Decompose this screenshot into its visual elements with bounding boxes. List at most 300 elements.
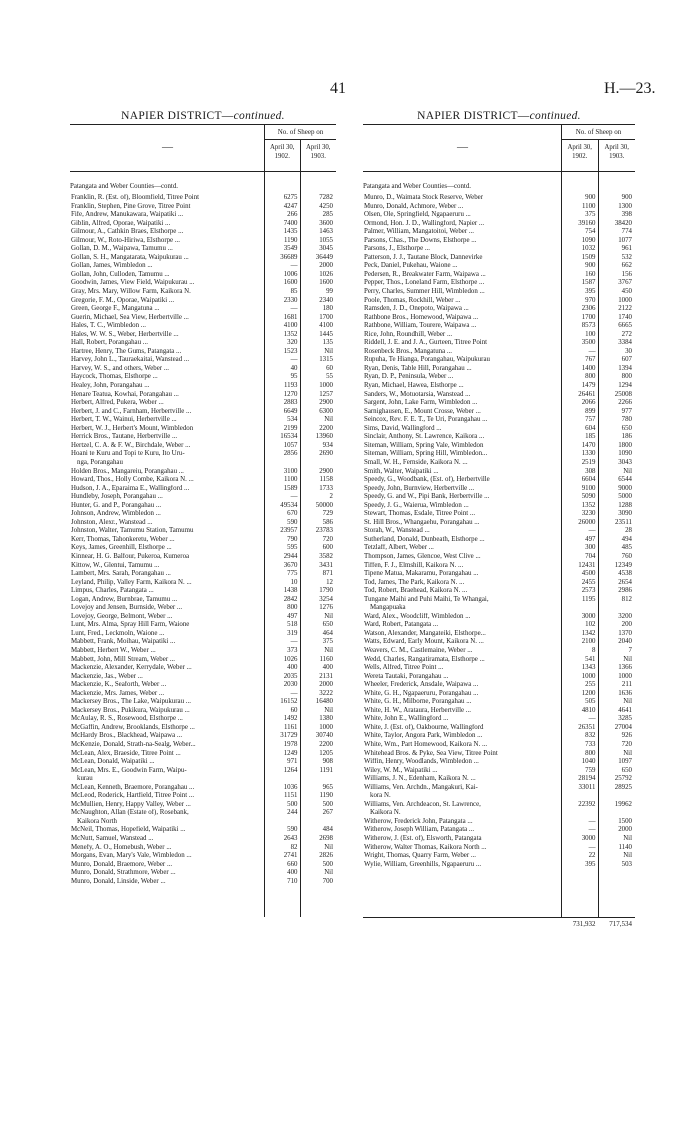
- table-row: [70, 613, 336, 622]
- sheep-count-header: No. of Sheep on: [265, 125, 336, 140]
- table-row: [363, 348, 635, 357]
- table-row: [70, 844, 336, 853]
- sheep-1902: 1006: [283, 270, 298, 278]
- table-row: [363, 536, 635, 545]
- table-row: [363, 553, 635, 562]
- sheep-1902: 3100: [283, 467, 298, 475]
- sheep-1902: 23957: [280, 527, 298, 535]
- table-row: [70, 587, 336, 596]
- table-row: [363, 339, 635, 348]
- sheep-1903: 1445: [319, 330, 333, 338]
- sheep-1902: 8573: [581, 322, 596, 330]
- owner-name: Sims, David, Wallingford ...: [364, 424, 442, 432]
- owner-name: Gollan, John, Culloden, Tamumu ...: [71, 270, 170, 278]
- sheep-1902: 800: [287, 604, 298, 612]
- sheep-1903: 650: [621, 766, 632, 774]
- sheep-1903: 650: [322, 621, 333, 629]
- owner-name: McNeil, Thomas, Hopefield, Waipatiki ...: [71, 826, 186, 834]
- sheep-1902: 2944: [283, 552, 298, 560]
- table-row: [70, 288, 336, 297]
- table-row: [363, 408, 635, 417]
- table-row: [363, 220, 635, 229]
- sheep-1903: 375: [322, 638, 333, 646]
- sheep-1903: 6665: [618, 322, 632, 330]
- table-row: [70, 245, 336, 254]
- owner-name: Olsen, Ole, Springfield, Ngapaeruru ...: [364, 211, 471, 219]
- sheep-1903: [301, 775, 337, 784]
- owner-name: Morgans, Evan, Mary's Vale, Wimbledon ...: [71, 852, 192, 860]
- sheep-1903: Nil: [324, 646, 333, 654]
- sheep-1902: 3670: [283, 561, 298, 569]
- owner-name: McLean, Donald, Waipatiki ...: [71, 758, 155, 766]
- owner-name: Ward, Alex., Woodcliff, Wimbledon ...: [364, 612, 471, 620]
- sheep-1903: 774: [621, 228, 632, 236]
- owner-name: Mackenzie, K., Seaforth, Weber ...: [71, 681, 167, 689]
- sheep-1903: 926: [621, 732, 632, 740]
- table-body: [363, 172, 635, 917]
- owner-name: Goodwin, James, View Field, Waipukurau ...: [71, 279, 195, 287]
- table-row: [70, 690, 336, 699]
- sheep-1903: 908: [322, 758, 333, 766]
- sheep-1903: 13960: [315, 433, 333, 441]
- table-row: [363, 784, 635, 793]
- owner-name: Pedersen, R., Breakwater Farm, Waipawa ...: [364, 270, 486, 278]
- owner-name: Sanders, W., Motuotarsia, Wanstead ...: [364, 390, 471, 398]
- owner-name: McNaughton, Allan (Estate of), Rosebank,: [71, 809, 189, 817]
- owner-name: Healey, John, Porangahau ...: [71, 382, 150, 390]
- owner-name: Siteman, William, Spring Hill, Wimbledon...: [364, 450, 488, 458]
- sheep-1903: [599, 792, 636, 801]
- sheep-1903: 3582: [319, 552, 333, 560]
- table-row: [70, 681, 336, 690]
- sheep-1903: 2698: [319, 835, 333, 843]
- owner-name: Speedy, J. G., Waierua, Wimbledon ...: [364, 501, 469, 509]
- table-row: [70, 254, 336, 263]
- sheep-1902: [265, 818, 301, 827]
- owner-name: Sinclair, Anthony, St. Lawrence, Kaikora ...: [364, 433, 485, 441]
- sheep-1902: 1151: [283, 792, 298, 800]
- owner-name: Mackenzie, Jas., Weber ...: [71, 672, 143, 680]
- table-row: [363, 647, 635, 656]
- owner-name: Palmer, William, Mangatoitoi, Weber ...: [364, 228, 475, 236]
- table-row: [363, 741, 635, 750]
- sheep-1903: 1700: [319, 313, 333, 321]
- table-row: [363, 485, 635, 494]
- sheep-1903: 700: [322, 877, 333, 885]
- sheep-1902: 1330: [581, 450, 596, 458]
- table-row: [70, 562, 336, 571]
- table-row: [70, 750, 336, 759]
- table-row: [363, 775, 635, 784]
- sheep-1903: 1055: [319, 236, 333, 244]
- owner-name: Tetzlaff, Albert, Weber ...: [364, 544, 434, 552]
- sheep-1903: 1026: [319, 270, 333, 278]
- sheep-1902: 2066: [581, 399, 596, 407]
- owner-name: Henare Teatua, Kowhai, Porangahau ...: [71, 390, 179, 398]
- owner-list: [70, 194, 336, 886]
- sheep-1903: 1000: [618, 296, 632, 304]
- table-row: [70, 262, 336, 271]
- owner-name: Herbert, Alfred, Pukera, Weber ...: [71, 399, 164, 407]
- owner-name: Parsons, J., Elsthorpe ...: [364, 245, 431, 253]
- sheep-1902: 590: [287, 518, 298, 526]
- owner-name: kurau: [77, 775, 93, 783]
- section-heading: Patangata and Weber Counties—contd.: [70, 183, 179, 190]
- sheep-1903: 977: [621, 407, 632, 415]
- table-row: [363, 544, 635, 553]
- sheep-1903: 1300: [618, 202, 632, 210]
- sheep-1902: 1587: [581, 279, 596, 287]
- table-row: [363, 527, 635, 536]
- sheep-1902: 832: [585, 732, 596, 740]
- table-row: [363, 356, 635, 365]
- table-row: [70, 271, 336, 280]
- owner-name: Tungane Maihi and Puhi Maihi, Te Whangai,: [364, 595, 489, 603]
- table-row: [70, 416, 336, 425]
- owner-name: Holden Bros., Mangareiu, Porangahau ...: [71, 467, 184, 475]
- table-row: [363, 228, 635, 237]
- sheep-1902: 757: [585, 416, 596, 424]
- owner-name: Menefy, A. O., Homebush, Weber ...: [71, 843, 172, 851]
- table-row: [70, 826, 336, 835]
- sheep-1902: 900: [585, 262, 596, 270]
- owner-name: Poole, Thomas, Rockhill, Weber ...: [364, 296, 461, 304]
- sheep-1903: 9000: [618, 484, 632, 492]
- sheep-1903: 272: [621, 330, 632, 338]
- table-row: [70, 211, 336, 220]
- sheep-1902: 704: [585, 552, 596, 560]
- sheep-1903: 1370: [618, 629, 632, 637]
- table-row: [363, 715, 635, 724]
- table-row: [363, 502, 635, 511]
- table-row: [363, 826, 635, 835]
- table-row: [363, 399, 635, 408]
- table-row: [363, 425, 635, 434]
- owner-name: Johnston, Alexr., Wanstead ...: [71, 518, 153, 526]
- year-1902-header: April 30, 1902.: [562, 140, 599, 171]
- table-row: [363, 664, 635, 673]
- sheep-1903: 2900: [319, 467, 333, 475]
- sheep-1903: 135: [322, 339, 333, 347]
- sheep-1903: 450: [621, 288, 632, 296]
- sheep-1902: —: [588, 817, 596, 825]
- sheep-1902: —: [588, 527, 596, 535]
- sheep-1903: 156: [621, 270, 632, 278]
- owner-name: McKenzie, Donald, Strath-na-Sealg, Weber...: [71, 741, 196, 748]
- owner-name: Logan, Andrew, Burnbrae, Tamumu ...: [71, 595, 178, 603]
- sheep-1902: 8: [592, 646, 596, 654]
- sheep-1902: —: [588, 843, 596, 851]
- table-row: [363, 194, 635, 203]
- table-row: [70, 510, 336, 519]
- table-header: [70, 124, 336, 172]
- sheep-1903: 600: [322, 544, 333, 552]
- sheep-1902: 497: [585, 535, 596, 543]
- table-row: [363, 331, 635, 340]
- sheep-1903: 3045: [319, 245, 333, 253]
- sheep-1903: 12: [326, 578, 333, 586]
- table-row: [363, 604, 635, 613]
- owner-name: Munro, Donald, Strathmore, Weber ...: [71, 869, 176, 877]
- sheep-1903: Nil: [623, 749, 632, 757]
- sheep-1902: 1270: [283, 390, 298, 398]
- sheep-1903: 1000: [319, 723, 333, 731]
- table-row: [363, 562, 635, 571]
- table-row: [363, 809, 635, 818]
- sheep-1903: 1276: [319, 604, 333, 612]
- sheep-1902: 2519: [581, 458, 596, 466]
- sheep-1902: 40: [290, 364, 298, 372]
- table-row: [363, 442, 635, 451]
- sheep-1902: 5090: [581, 493, 596, 501]
- sheep-1902: —: [588, 715, 596, 723]
- sheep-1902: 1342: [581, 629, 596, 637]
- owner-name: Guerin, Michael, Sea View, Herbertville ...: [71, 313, 189, 321]
- owner-name: McHardy Bros., Blackhead, Waipawa ...: [71, 732, 183, 740]
- sheep-1903: Nil: [324, 843, 333, 851]
- table-row: [70, 818, 336, 827]
- owner-name: Witherow, Frederick John, Patangata ...: [364, 817, 473, 825]
- owner-name: Gollan, D. M., Waipawa, Tamumu ...: [71, 245, 173, 253]
- sheep-1902: 22: [588, 852, 596, 860]
- sheep-1902: 160: [585, 270, 596, 278]
- table-row: [70, 493, 336, 502]
- sheep-1902: 754: [585, 228, 596, 236]
- sheep-1903: 720: [621, 741, 632, 748]
- sheep-1903: 503: [621, 860, 632, 868]
- sheep-1902: 1700: [581, 313, 596, 321]
- table-row: [70, 630, 336, 639]
- sheep-1903: 812: [621, 595, 632, 603]
- table-row: [70, 758, 336, 767]
- table-row: [363, 690, 635, 699]
- sheep-1902: 595: [287, 544, 298, 552]
- sheep-1902: —: [290, 493, 298, 501]
- sheep-1903: 464: [322, 629, 333, 637]
- sheep-1903: Nil: [623, 835, 632, 843]
- right-column: [363, 108, 635, 930]
- owner-name: Williams, J. N., Edenham, Kaikora N. ...: [364, 775, 476, 783]
- sheep-1903: 2: [329, 493, 333, 501]
- sheep-1902: 26461: [578, 390, 596, 398]
- owner-name: Sarnighausen, E., Mount Crosse, Weber ...: [364, 407, 481, 415]
- sheep-1902: 1435: [283, 228, 298, 236]
- sheep-1903: 662: [621, 262, 632, 270]
- sheep-1902: 375: [585, 211, 596, 219]
- owner-name: Franklin, Stephen, Pine Grove, Titree Point: [71, 202, 191, 210]
- table-row: [363, 732, 635, 741]
- sheep-1903: 50000: [315, 501, 333, 509]
- owner-name: Kittow, W., Glentui, Tamumu ...: [71, 561, 160, 569]
- sheep-1903: 494: [621, 535, 632, 543]
- sheep-1903: 2340: [319, 296, 333, 304]
- sheep-1903: 2690: [319, 450, 333, 458]
- sheep-1903: Nil: [623, 655, 632, 663]
- sheep-1902: —: [290, 262, 298, 270]
- table-row: [70, 570, 336, 579]
- sheep-1903: 398: [621, 211, 632, 219]
- owner-name: Hales, W. W. S., Weber, Herbertville ...: [71, 330, 179, 338]
- sheep-1903: 1000: [319, 382, 333, 390]
- sheep-1902: 590: [287, 826, 298, 834]
- sheep-1903: 871: [322, 570, 333, 578]
- sheep-1902: 1100: [283, 476, 298, 484]
- sheep-1902: 2030: [283, 681, 298, 689]
- owner-name: McLeod, Roderick, Hartfield, Titree Point ...: [71, 792, 195, 800]
- table-row: [363, 579, 635, 588]
- table-body: [70, 172, 336, 917]
- sheep-1902: 1040: [581, 758, 596, 766]
- sheep-1903: 1158: [319, 476, 333, 484]
- sheep-1902: —: [290, 305, 298, 313]
- owner-name: Gilmour, A., Cathkin Braes, Elsthorpe ...: [71, 228, 184, 236]
- owner-name: Mabbett, Frank, Moihau, Waipatiki ...: [71, 638, 176, 646]
- sheep-1903: 1636: [618, 689, 632, 697]
- sheep-1902: 300: [585, 544, 596, 552]
- owner-name: McLean, Kenneth, Braemore, Porangahau ...: [71, 783, 195, 791]
- sheep-1902: [265, 775, 301, 784]
- total-1903: 717,534: [609, 920, 632, 928]
- sheep-1903: 4250: [319, 202, 333, 210]
- sheep-1902: 2035: [283, 672, 298, 680]
- sheep-1903: 3200: [618, 612, 632, 620]
- sheep-1902: 2741: [283, 852, 298, 860]
- sheep-1902: 1438: [283, 587, 298, 595]
- sheep-1903: [599, 604, 636, 613]
- owner-name: Herrick Bros., Tautane, Herbertville ...: [71, 433, 178, 441]
- table-row: [363, 835, 635, 844]
- sheep-1902: —: [588, 826, 596, 834]
- sheep-1902: 759: [585, 766, 596, 774]
- sheep-1903: 2000: [319, 681, 333, 689]
- owner-name: Green, George F., Mangatuna ...: [71, 305, 160, 313]
- owner-name: Hall, Robert, Porangahau ...: [71, 339, 148, 347]
- owner-name: Pepper, Thos., Loneland Farm, Elsthorpe ...: [364, 279, 485, 287]
- sheep-1903: 60: [326, 364, 333, 372]
- sheep-1903: 16480: [315, 698, 333, 706]
- owner-name: Giblin, Alfred, Oporae, Waipatiki ...: [71, 219, 171, 227]
- sheep-1902: 1200: [581, 689, 596, 697]
- sheep-1903: 2200: [319, 424, 333, 432]
- sheep-1902: 12431: [578, 561, 596, 569]
- sheep-1902: 36689: [280, 253, 298, 261]
- sheep-1902: 1492: [283, 715, 298, 723]
- owner-name: McAulay, R. S., Rosewood, Elsthorpe ...: [71, 715, 183, 723]
- owner-name: St. Hill Bros., Whangaehu, Porangahau ...: [364, 518, 480, 526]
- table-row: [70, 741, 336, 750]
- owner-name: Hartree, Henry, The Gums, Patangata ...: [71, 347, 182, 355]
- district-title: NAPIER DISTRICT—continued.: [121, 110, 285, 122]
- owner-name: Howard, Thos., Holly Combe, Kaikora N. ...: [71, 476, 194, 484]
- owner-name: Wheeler, Frederick, Ansdale, Waipawa ...: [364, 681, 479, 689]
- table-row: [70, 519, 336, 528]
- owner-list: [363, 194, 635, 869]
- owner-name: Haycock, Thomas, Elsthorpe ...: [71, 373, 158, 381]
- table-row: [70, 203, 336, 212]
- sheep-1902: 1057: [283, 441, 298, 449]
- owner-name: Herbert, J. and C., Farnham, Herbertville ...: [71, 407, 192, 415]
- sheep-1902: 790: [287, 535, 298, 543]
- owner-name: Hertzel, C. A. & F. W., Birchdale, Weber ...: [71, 441, 191, 449]
- owner-name: Williams, Ven. Archdeacon, St. Lawrence,: [364, 800, 481, 808]
- table-row: [363, 493, 635, 502]
- owner-name: Mackenzie, Mrs. James, Weber ...: [71, 689, 165, 697]
- sheep-1903: 400: [322, 664, 333, 672]
- owner-name: nga, Porangahau: [77, 458, 123, 466]
- owner-name: Ryan, D. P., Peninsula, Weber ...: [364, 373, 454, 381]
- table-row: [363, 314, 635, 323]
- table-row: [363, 271, 635, 280]
- sheep-1902: 2643: [283, 835, 298, 843]
- table-row: [363, 322, 635, 331]
- sheep-1902: [562, 792, 599, 801]
- owner-name: Mackenzie, Alexander, Kerrydale, Weber ...: [71, 664, 192, 672]
- sheep-1903: 1366: [618, 664, 632, 672]
- sheep-1902: 710: [287, 877, 298, 885]
- sheep-1902: 2856: [283, 450, 298, 458]
- sheep-1902: 308: [585, 467, 596, 475]
- table-row: [70, 356, 336, 365]
- table-row: [363, 459, 635, 468]
- owner-name: Wells, Alfred, Titree Point ...: [364, 664, 444, 672]
- sheep-1902: 39160: [578, 219, 596, 227]
- sheep-1903: 1077: [618, 236, 632, 244]
- owner-name: Rupuha, Te Hianga, Porangahau, Waipukurau: [364, 356, 490, 364]
- sheep-1902: 6649: [283, 407, 298, 415]
- sheep-1902: 1100: [581, 202, 596, 210]
- table-row: [70, 707, 336, 716]
- sheep-1902: 3549: [283, 245, 298, 253]
- owner-name: Hoani te Kuru and Topi te Kuru, Ito Uru-: [71, 450, 185, 458]
- sheep-1902: 1589: [283, 484, 298, 492]
- owner-name: Wereta Tautaki, Porangahau ...: [364, 672, 449, 680]
- owner-name: Mangapuaka: [370, 604, 406, 612]
- table-row: [70, 792, 336, 801]
- owner-name: McMullien, Henry, Happy Valley, Weber ...: [71, 800, 191, 808]
- sheep-1903: 2000: [319, 262, 333, 270]
- table-row: [70, 767, 336, 776]
- owner-name: White, John E., Wallingford ...: [364, 715, 449, 723]
- sheep-1902: 3500: [581, 339, 596, 347]
- table-row: [363, 750, 635, 759]
- owner-name: Witherow, Joseph William, Patangata ...: [364, 826, 475, 834]
- owner-name: Gollan, S. H., Mangatarata, Waipukurau ...: [71, 253, 189, 261]
- owner-name: McLean, Mrs. E., Goodwin Farm, Waipu-: [71, 766, 187, 774]
- sheep-1902: 1193: [283, 382, 298, 390]
- owner-name: Harvey, John L., Tauraekaitai, Wanstead ...: [71, 356, 190, 364]
- table-row: [70, 297, 336, 306]
- sheep-1903: 586: [322, 518, 333, 526]
- owner-name: Limpus, Charles, Patangata ...: [71, 587, 154, 595]
- table-row: [363, 211, 635, 220]
- sheep-1902: 400: [287, 664, 298, 672]
- table-row: [363, 203, 635, 212]
- sheep-1902: 100: [585, 330, 596, 338]
- table-row: [363, 767, 635, 776]
- table-row: [70, 638, 336, 647]
- table-row: [363, 724, 635, 733]
- sheep-1902: 971: [287, 758, 298, 766]
- sheep-1903: 1600: [319, 279, 333, 287]
- sheep-1903: 900: [621, 194, 632, 201]
- owner-name: Patterson, J. J., Tautane Block, Dannevirke: [364, 253, 483, 261]
- sheep-1903: 484: [322, 826, 333, 834]
- sheep-1903: 27004: [614, 723, 632, 731]
- page-number: 41: [330, 80, 346, 97]
- owner-name: McLean, Alex, Braeside, Titree Point ...: [71, 749, 181, 757]
- owner-name: Wright, Thomas, Quarry Farm, Weber ...: [364, 852, 477, 860]
- sheep-1903: Nil: [623, 467, 632, 475]
